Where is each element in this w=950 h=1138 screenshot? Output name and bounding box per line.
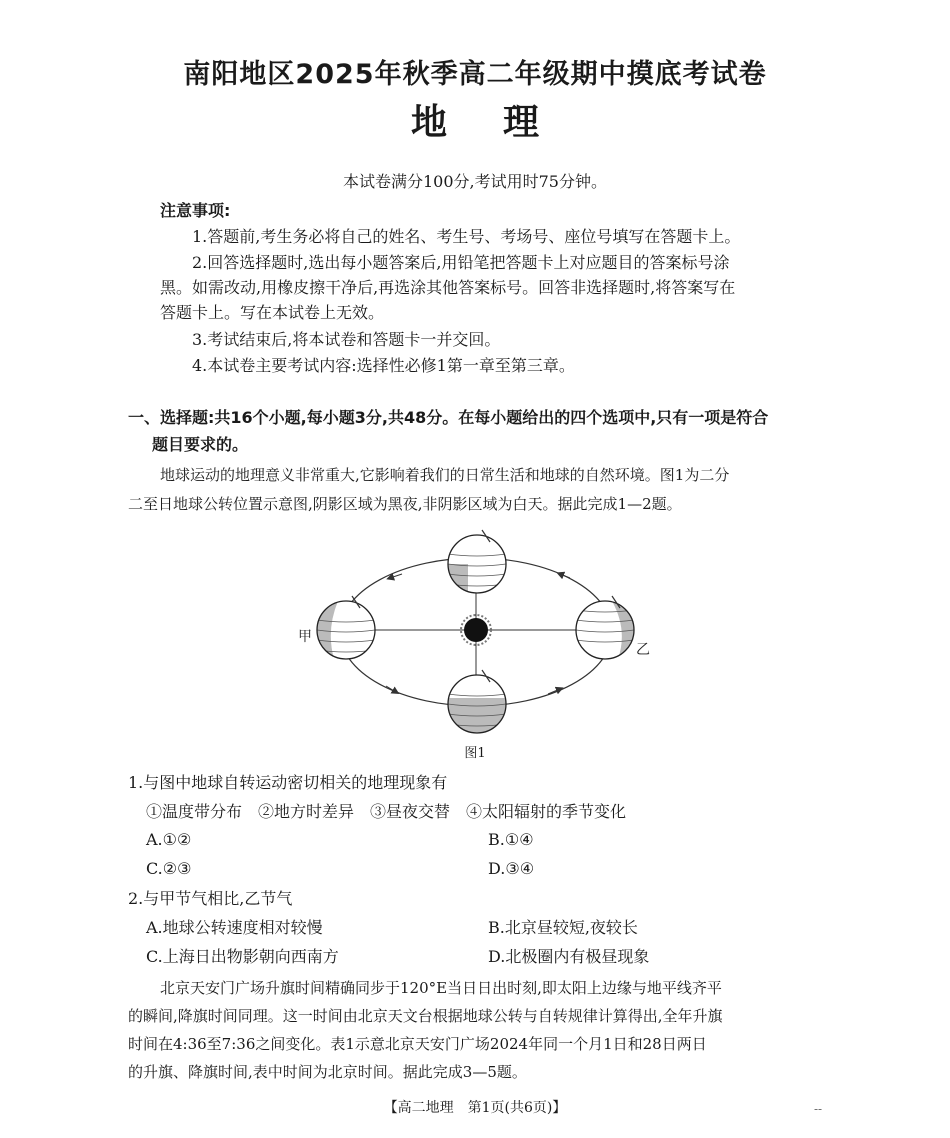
q2-stem: 2.与甲节气相比,乙节气 <box>128 889 293 908</box>
passage-2-line-1: 北京天安门广场升旗时间精确同步于120°E当日日出时刻,即太阳上边缘与地平线齐平 <box>160 979 722 997</box>
note-2-line-3: 答题卡上。写在本试卷上无效。 <box>160 303 385 322</box>
q1-items: ①温度带分布 ②地方时差异 ③昼夜交替 ④太阳辐射的季节变化 <box>146 802 627 821</box>
q1-stem: 1.与图中地球自转运动密切相关的地理现象有 <box>128 773 448 792</box>
q1-option-a[interactable]: A.①② <box>146 830 192 849</box>
note-1: 1.答题前,考生务必将自己的姓名、考生号、考场号、座位号填写在答题卡上。 <box>192 227 741 246</box>
orbit-figure <box>290 526 660 762</box>
exam-info: 本试卷满分100分,考试用时75分钟。 <box>343 172 607 191</box>
exam-title: 南阳地区2025年秋季高二年级期中摸底考试卷 <box>183 59 767 90</box>
q2-option-b[interactable]: B.北京昼较短,夜较长 <box>488 918 638 937</box>
passage-2-line-2: 的瞬间,降旗时间同理。这一时间由北京天文台根据地球公转与自转规律计算得出,全年升旗 <box>128 1007 723 1025</box>
note-3: 3.考试结束后,将本试卷和答题卡一并交回。 <box>192 330 501 349</box>
passage-2-line-3: 时间在4:36至7:36之间变化。表1示意北京天安门广场2024年同一个月1日和28日两日 <box>128 1035 707 1053</box>
subject-title: 地理 <box>410 102 595 143</box>
section-1-line-2: 题目要求的。 <box>152 435 249 454</box>
page-footer: 【高二地理 第1页(共6页)】 <box>383 1100 567 1116</box>
orbit-arrow-icon <box>390 574 402 578</box>
q1-option-c[interactable]: C.②③ <box>146 859 192 878</box>
note-2-line-2: 黑。如需改动,用橡皮擦干净后,再选涂其他答案标号。回答非选择题时,将答案写在 <box>160 278 736 297</box>
label-yi: 乙 <box>636 642 650 658</box>
q1-option-d[interactable]: D.③④ <box>488 859 535 878</box>
sun-icon <box>464 618 488 642</box>
label-jia: 甲 <box>298 629 312 645</box>
q1-option-b[interactable]: B.①④ <box>488 830 534 849</box>
q2-option-a[interactable]: A.地球公转速度相对较慢 <box>146 918 323 937</box>
orbit-arrow-icon <box>560 574 570 578</box>
note-4: 4.本试卷主要考试内容:选择性必修1第一章至第三章。 <box>192 356 575 375</box>
note-2-line-1: 2.回答选择题时,选出每小题答案后,用铅笔把答题卡上对应题目的答案标号涂 <box>192 253 730 272</box>
orbit-arrow-icon <box>386 686 396 692</box>
q2-option-d[interactable]: D.北极圈内有极昼现象 <box>488 947 650 966</box>
notes-heading: 注意事项: <box>160 201 231 220</box>
passage-1-line-1: 地球运动的地理意义非常重大,它影响着我们的日常生活和地球的自然环境。图1为二分 <box>160 466 730 484</box>
q2-option-c[interactable]: C.上海日出物影朝向西南方 <box>146 947 339 966</box>
passage-2-line-4: 的升旗、降旗时间,表中时间为北京时间。据此完成3—5题。 <box>128 1063 527 1081</box>
corner-mark: -- <box>814 1102 823 1116</box>
passage-1-line-2: 二至日地球公转位置示意图,阴影区域为黑夜,非阴影区域为白天。据此完成1—2题。 <box>128 495 682 513</box>
section-1-line-1: 一、选择题:共16个小题,每小题3分,共48分。在每小题给出的四个选项中,只有一项是符合 <box>128 408 769 427</box>
figure-caption: 图1 <box>464 746 486 761</box>
